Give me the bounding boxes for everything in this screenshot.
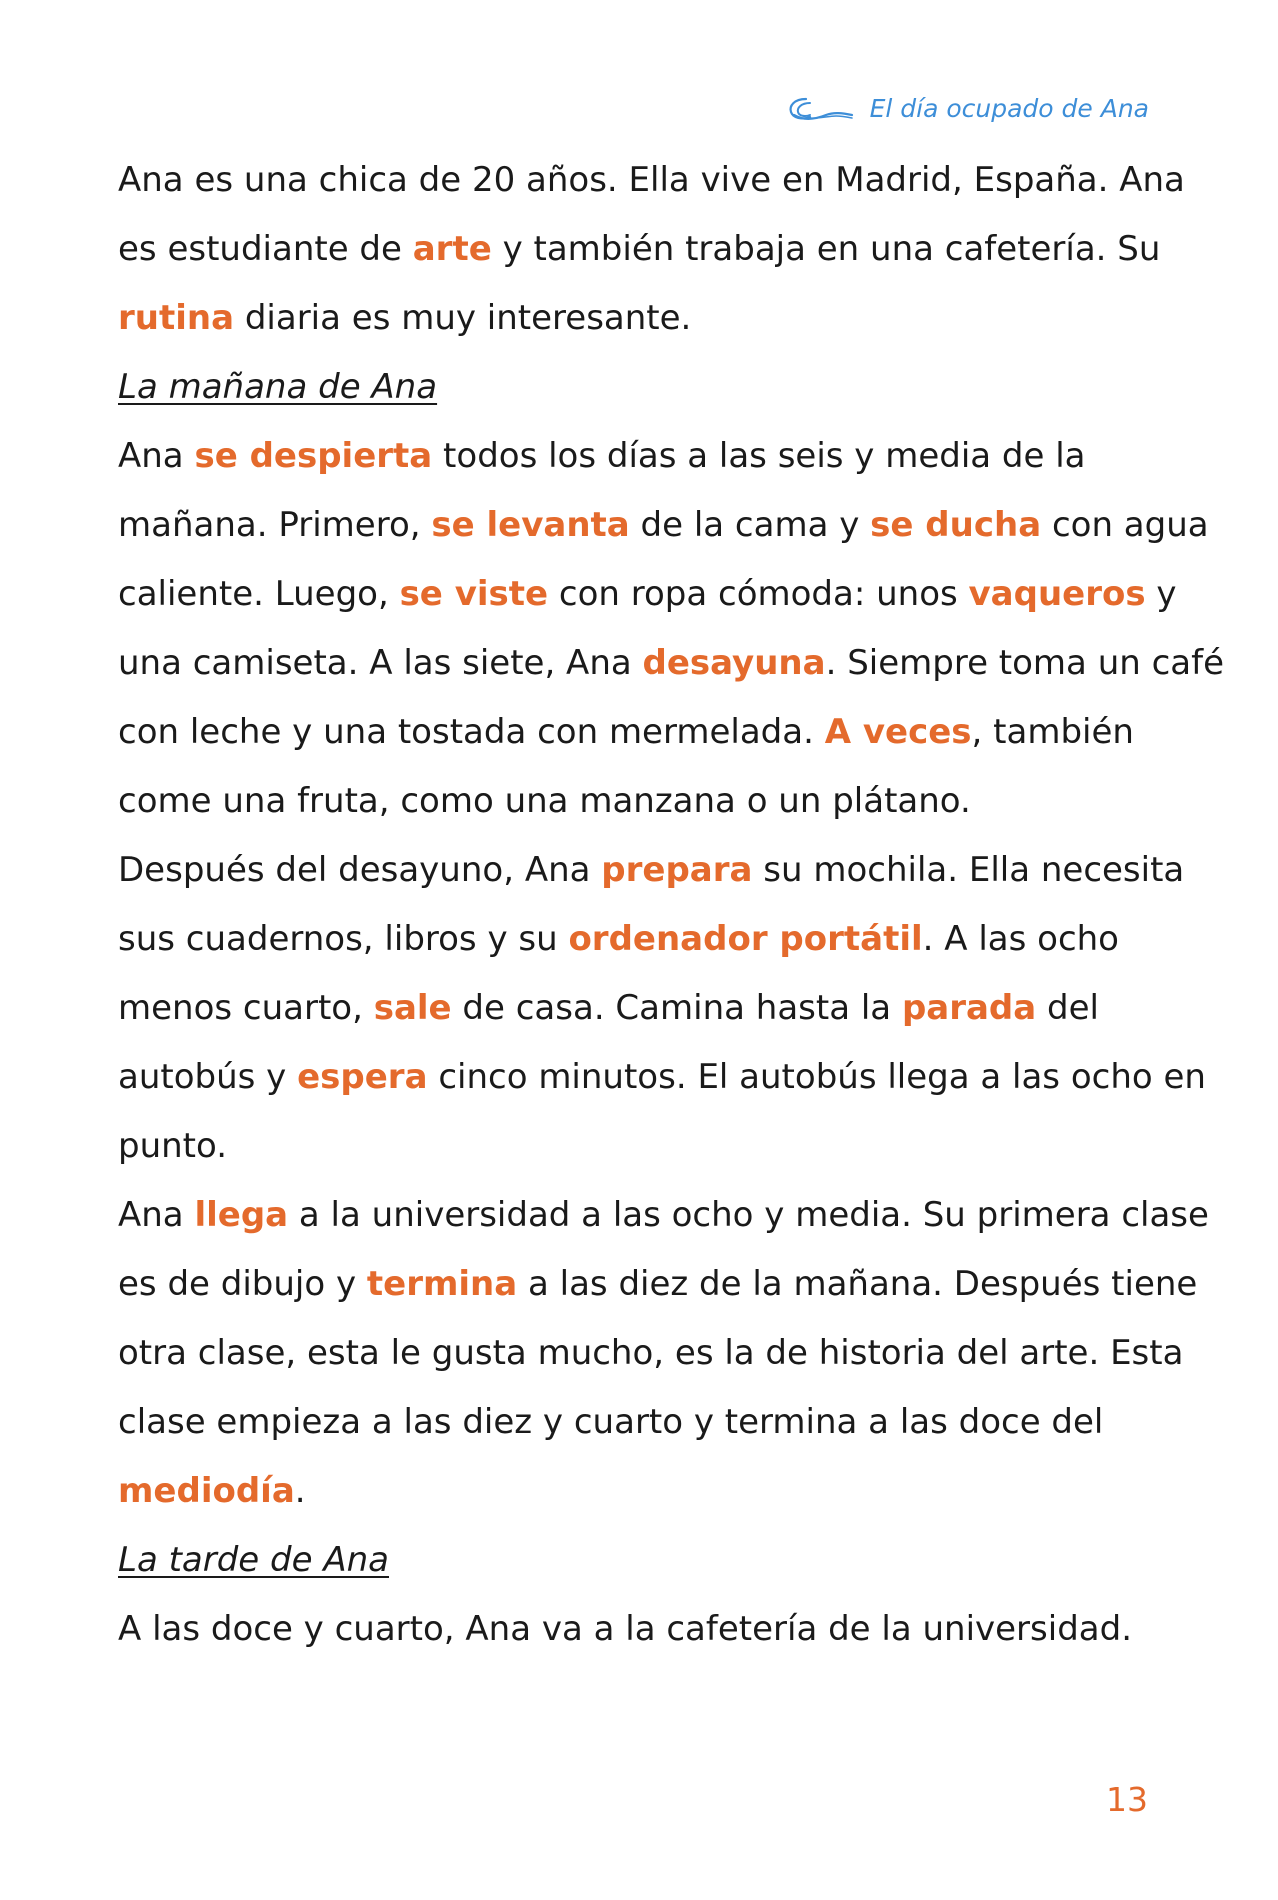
text-segment: Después del desayuno, Ana xyxy=(118,850,602,890)
text-segment: con leche y una tostada con mermelada. xyxy=(118,712,825,752)
vocab-highlight: rutina xyxy=(118,298,235,338)
text-line xyxy=(118,1595,1178,1664)
text-line xyxy=(118,1319,1184,1388)
vocab-highlight: mediodía xyxy=(118,1471,295,1511)
text-line xyxy=(118,1112,1178,1181)
vocab-highlight: se ducha xyxy=(870,505,1042,545)
text-segment: a la universidad a las ocho y media. Su primera clase xyxy=(288,1195,1209,1235)
text-segment: con agua xyxy=(1041,505,1209,545)
text-line xyxy=(118,284,1178,353)
text-segment: diaria es muy interesante. xyxy=(234,298,692,338)
text-segment: , también xyxy=(971,712,1134,752)
header-title: El día ocupado de Ana xyxy=(869,94,1149,123)
text-segment: autobús y xyxy=(118,1057,298,1097)
text-segment: de la cama y xyxy=(629,505,871,545)
text-segment: es de dibujo y xyxy=(118,1264,367,1304)
text-segment: una camiseta. A las siete, Ana xyxy=(118,643,643,683)
vocab-highlight: parada xyxy=(901,988,1037,1028)
text-segment: . xyxy=(294,1471,306,1511)
vocab-highlight: se levanta xyxy=(431,505,630,545)
text-segment: . Siempre toma un café xyxy=(825,643,1225,683)
vocab-highlight: desayuna xyxy=(642,643,826,683)
text-line xyxy=(118,1388,1178,1457)
text-line xyxy=(118,353,1178,422)
section-heading: La tarde de Ana xyxy=(118,1540,389,1580)
vocab-highlight: ordenador portátil xyxy=(568,919,923,959)
text-segment: cinco minutos. El autobús llega a las ocho en xyxy=(427,1057,1206,1097)
vocab-highlight: espera xyxy=(297,1057,428,1097)
text-segment: es estudiante de xyxy=(118,229,413,269)
text-line xyxy=(118,491,1209,560)
text-line xyxy=(118,1181,1209,1250)
vocab-highlight: sale xyxy=(373,988,452,1028)
text-segment: y xyxy=(1145,574,1177,614)
text-segment: A las doce y cuarto, Ana va a la cafetería de la universidad. xyxy=(118,1609,1133,1649)
text-segment: punto. xyxy=(118,1126,228,1166)
text-line xyxy=(118,1043,1206,1112)
text-segment: caliente. Luego, xyxy=(118,574,400,614)
text-line xyxy=(118,1526,1178,1595)
vocab-highlight: vaqueros xyxy=(968,574,1146,614)
text-line xyxy=(118,146,1185,215)
text-line xyxy=(118,629,1225,698)
text-segment: . A las ocho xyxy=(922,919,1119,959)
text-segment: todos los días a las seis y media de la xyxy=(432,436,1086,476)
text-segment: sus cuadernos, libros y su xyxy=(118,919,569,959)
vocab-highlight: termina xyxy=(366,1264,518,1304)
text-segment: clase empieza a las diez y cuarto y termina a las doce del xyxy=(118,1402,1104,1442)
text-segment: su mochila. Ella necesita xyxy=(752,850,1185,890)
running-header xyxy=(786,92,1149,126)
vocab-highlight: A veces xyxy=(824,712,972,752)
text-segment: Ana xyxy=(118,1195,195,1235)
vocab-highlight: prepara xyxy=(601,850,753,890)
wave-icon xyxy=(786,96,856,122)
text-line xyxy=(118,1457,1178,1526)
section-heading: La mañana de Ana xyxy=(118,367,438,407)
page-number: 13 xyxy=(1106,1780,1148,1819)
text-segment: de casa. Camina hasta la xyxy=(451,988,902,1028)
text-segment: come una fruta, como una manzana o un plátano. xyxy=(118,781,971,821)
text-line xyxy=(118,1250,1198,1319)
text-segment: menos cuarto, xyxy=(118,988,374,1028)
vocab-highlight: se viste xyxy=(399,574,549,614)
text-segment: y también trabaja en una cafetería. Su xyxy=(491,229,1161,269)
text-line xyxy=(118,560,1178,629)
text-segment: del xyxy=(1036,988,1099,1028)
text-line xyxy=(118,836,1185,905)
text-line xyxy=(118,422,1178,491)
vocab-highlight: llega xyxy=(194,1195,289,1235)
text-segment: con ropa cómoda: unos xyxy=(548,574,969,614)
text-segment: Ana xyxy=(118,436,195,476)
text-segment: a las diez de la mañana. Después tiene xyxy=(517,1264,1198,1304)
text-line xyxy=(118,767,1178,836)
text-line xyxy=(118,905,1178,974)
vocab-highlight: se despierta xyxy=(194,436,433,476)
text-line xyxy=(118,974,1178,1043)
text-segment: Ana es una chica de 20 años. Ella vive en Madrid, España. Ana xyxy=(118,160,1185,200)
story-text xyxy=(118,146,1225,1664)
text-segment: otra clase, esta le gusta mucho, es la de historia del arte. Esta xyxy=(118,1333,1184,1373)
text-line xyxy=(118,215,1178,284)
text-segment: mañana. Primero, xyxy=(118,505,432,545)
text-line xyxy=(118,698,1178,767)
vocab-highlight: arte xyxy=(412,229,492,269)
